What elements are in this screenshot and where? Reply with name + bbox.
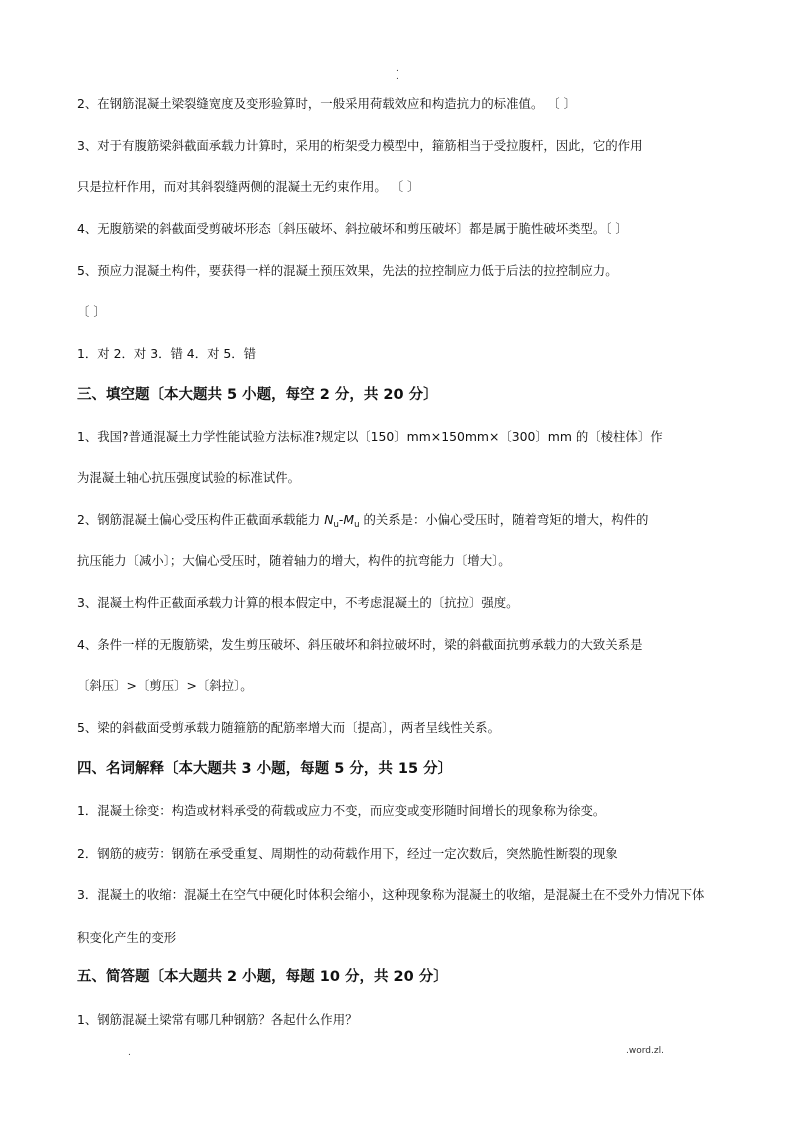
term-3-line-1: 3．混凝土的收缩：混凝土在空气中硬化时体积会缩小，这种现象称为混凝土的收缩，是混凝土在不受外力情况下体 bbox=[77, 887, 705, 902]
fill-question-1-line-2: 为混凝土轴心抗压强度试验的标准试件。 bbox=[77, 470, 301, 485]
fill-question-3: 3、混凝土构件正截面承载力计算的根本假定中，不考虑混凝土的〔抗拉〕强度。 bbox=[77, 595, 519, 610]
symbol-dash: - bbox=[338, 512, 344, 527]
true-false-question-5-line-2: 〔 〕 bbox=[77, 304, 106, 319]
true-false-question-2: 2、在钢筋混凝土梁裂缝宽度及变形验算时，一般采用荷载效应和构造抗力的标准值。 〔 〕 bbox=[77, 96, 576, 111]
term-3-line-2: 积变化产生的变形 bbox=[77, 930, 177, 945]
fill-question-1-line-1: 1、我国?普通混凝土力学性能试验方法标准?规定以〔150〕mm×150mm×〔300〕mm 的〔棱柱体〕作 bbox=[77, 429, 663, 444]
section-4-heading: 四、名词解释〔本大题共 3 小题，每题 5 分，共 15 分〕 bbox=[77, 761, 453, 777]
fill-question-2-prefix: 2、钢筋混凝土偏心受压构件正截面承载能力 bbox=[77, 512, 325, 527]
header-mark: . bbox=[396, 64, 399, 74]
short-answer-question-1: 1、钢筋混凝土梁常有哪几种钢筋？各起什么作用？ bbox=[77, 1012, 358, 1027]
fill-question-2-line-1 bbox=[77, 511, 727, 534]
fill-question-4-line-2: 〔斜压〕>〔剪压〕>〔斜拉〕。 bbox=[77, 678, 253, 693]
true-false-question-3-line-1: 3、对于有腹筋梁斜截面承载力计算时，采用的桁架受力模型中，箍筋相当于受拉腹杆，因此，它的作用 bbox=[77, 138, 643, 153]
section-5-heading: 五、简答题〔本大题共 2 小题，每题 10 分，共 20 分〕 bbox=[77, 969, 448, 985]
true-false-question-5-line-1: 5、预应力混凝土构件，要获得一样的混凝土预压效果，先法的拉控制应力低于后法的拉控制应力。 bbox=[77, 263, 618, 278]
true-false-question-3-line-2: 只是拉杆作用，而对其斜裂缝两侧的混凝土无约束作用。 〔 〕 bbox=[77, 179, 420, 194]
term-1: 1．混凝土徐变：构造或材料承受的荷载或应力不变，而应变或变形随时间增长的现象称为徐变。 bbox=[77, 803, 606, 818]
symbol-n: N bbox=[324, 512, 334, 527]
footer-left-mark: . bbox=[128, 1048, 131, 1058]
symbol-n-subscript: u bbox=[333, 520, 339, 530]
term-2: 2．钢筋的疲劳：钢筋在承受重复、周期性的动荷载作用下，经过一定次数后，突然脆性断裂的现象 bbox=[77, 846, 618, 861]
fill-question-2-line-2: 抗压能力〔减小〕；大偏心受压时，随着轴力的增大，构件的抗弯能力〔增大〕。 bbox=[77, 553, 511, 568]
fill-question-4-line-1: 4、条件一样的无腹筋梁，发生剪压破坏、斜压破坏和斜拉破坏时，梁的斜截面抗剪承载力的大致关系是 bbox=[77, 637, 643, 652]
symbol-m-subscript: u bbox=[354, 520, 360, 530]
footer-right-mark: .word.zl. bbox=[626, 1046, 664, 1056]
true-false-question-4: 4、无腹筋梁的斜截面受剪破坏形态〔斜压破坏、斜拉破坏和剪压破坏〕都是属于脆性破坏类型。〔 〕 bbox=[77, 221, 628, 236]
symbol-m: M bbox=[343, 512, 355, 527]
fill-question-5: 5、梁的斜截面受剪承载力随箍筋的配筋率增大而〔提高〕，两者呈线性关系。 bbox=[77, 720, 500, 735]
true-false-answers: 1．对 2．对 3．错 4．对 5．错 bbox=[77, 346, 257, 361]
section-3-heading: 三、填空题〔本大题共 5 小题，每空 2 分，共 20 分〕 bbox=[77, 387, 438, 403]
fill-question-2-suffix: 的关系是：小偏心受压时，随着弯矩的增大，构件的 bbox=[359, 512, 649, 527]
header-mark-2: . bbox=[396, 72, 399, 82]
